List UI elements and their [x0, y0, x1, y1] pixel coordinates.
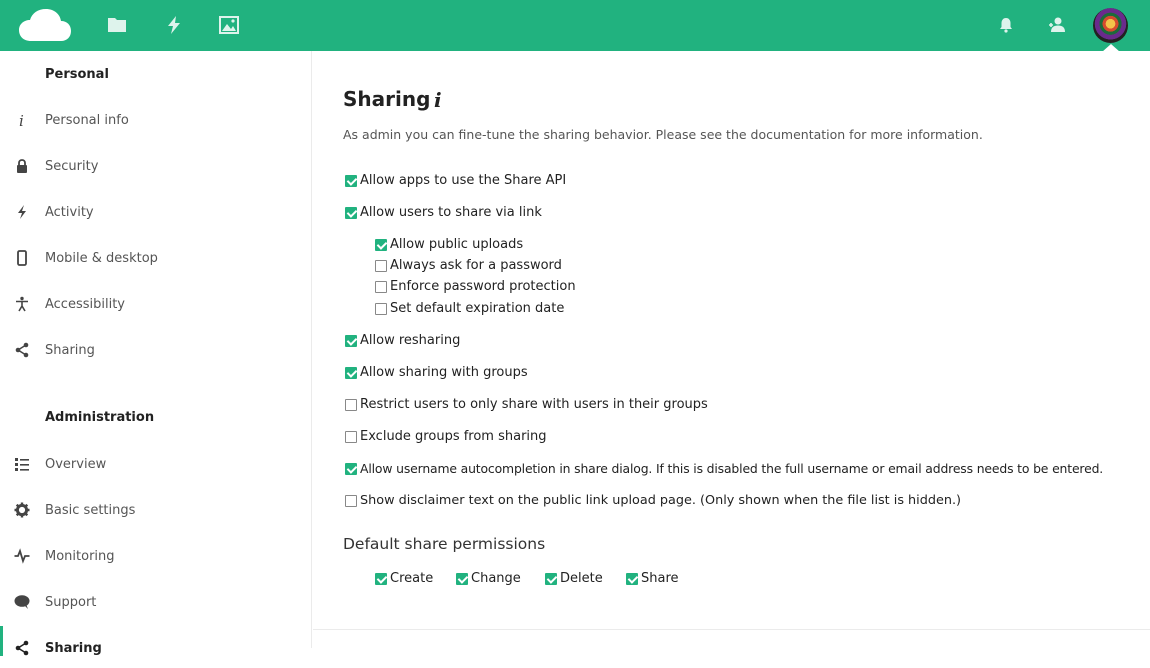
option-label: Enforce password protection [390, 279, 576, 294]
checkbox[interactable] [375, 281, 387, 293]
sidebar-item-personal-info[interactable] [0, 100, 311, 140]
option-label: Allow users to share via link [360, 205, 542, 220]
permission-label: Share [641, 571, 679, 586]
permission-label: Delete [560, 571, 603, 586]
gear-icon [14, 502, 30, 518]
option-label: Allow apps to use the Share API [360, 173, 567, 188]
option-username-autocompletion[interactable] [345, 461, 1103, 476]
checkbox[interactable] [345, 495, 357, 507]
sidebar-item-label: Support [45, 594, 97, 610]
permission-label: Create [390, 571, 434, 586]
sidebar-heading-personal: Personal [45, 67, 109, 82]
sidebar-item-basic-settings[interactable] [0, 490, 311, 530]
image-icon[interactable] [218, 14, 240, 36]
permission-delete[interactable] [545, 571, 603, 586]
cloud-logo-icon[interactable] [18, 9, 72, 43]
option-label: Allow resharing [360, 333, 461, 348]
option-share-api[interactable] [345, 173, 566, 188]
option-resharing[interactable] [345, 333, 460, 348]
option-label: Allow public uploads [390, 237, 524, 252]
sidebar-item-overview[interactable] [0, 444, 311, 484]
settings-content [313, 51, 1150, 648]
permission-label: Change [471, 571, 521, 586]
checkbox[interactable] [345, 335, 357, 347]
checkbox[interactable] [345, 399, 357, 411]
checkbox[interactable] [375, 239, 387, 251]
contacts-icon[interactable] [1046, 14, 1068, 36]
bell-icon[interactable] [995, 14, 1017, 36]
option-public-uploads[interactable] [375, 237, 523, 252]
checkbox[interactable] [375, 303, 387, 315]
sidebar-item-accessibility[interactable] [0, 284, 311, 324]
list-icon [14, 456, 30, 472]
checkbox[interactable] [626, 573, 638, 585]
sidebar-heading-administration: Administration [45, 410, 155, 425]
sidebar-item-label: Sharing [45, 640, 102, 656]
active-indicator [0, 626, 3, 656]
checkbox[interactable] [345, 367, 357, 379]
sidebar-item-monitoring[interactable] [0, 536, 311, 576]
sidebar-item-label: Monitoring [45, 548, 115, 564]
sidebar-item-label: Security [45, 158, 99, 174]
lock-icon [14, 158, 30, 174]
option-label: Show disclaimer text on the public link upload page. (Only shown when the file list is hidden.) [360, 493, 962, 508]
sidebar-item-label: Sharing [45, 342, 95, 358]
sidebar-item-security[interactable] [0, 146, 311, 186]
lightning-icon [14, 204, 30, 220]
sidebar-item-sharing-personal[interactable] [0, 330, 311, 370]
option-label: Exclude groups from sharing [360, 429, 547, 444]
option-disclaimer-text[interactable] [345, 493, 961, 508]
option-exclude-groups[interactable] [345, 429, 547, 444]
section-divider [313, 629, 1150, 630]
section-description: As admin you can fine-tune the sharing behavior. Please see the documentation for more information. [343, 127, 983, 142]
sidebar-item-support[interactable] [0, 582, 311, 622]
option-label: Always ask for a password [390, 258, 562, 273]
sidebar-item-label: Activity [45, 204, 94, 220]
checkbox[interactable] [345, 175, 357, 187]
top-header [0, 0, 1150, 51]
checkbox[interactable] [375, 260, 387, 272]
svg-text:i: i [19, 112, 24, 128]
phone-icon [14, 250, 30, 266]
share-icon [14, 640, 30, 656]
share-icon [14, 342, 30, 358]
option-restrict-groups[interactable] [345, 397, 708, 412]
folder-icon[interactable] [106, 14, 128, 36]
accessibility-icon [14, 296, 30, 312]
permission-change[interactable] [456, 571, 521, 586]
permissions-heading: Default share permissions [343, 535, 546, 553]
permission-share[interactable] [626, 571, 679, 586]
info-icon [14, 112, 30, 128]
option-share-via-link[interactable] [345, 205, 542, 220]
settings-sidebar [0, 51, 312, 656]
sidebar-item-label: Overview [45, 456, 107, 472]
checkbox[interactable] [345, 463, 357, 475]
sidebar-item-sharing-admin[interactable] [0, 628, 311, 668]
sidebar-item-mobile-desktop[interactable] [0, 238, 311, 278]
permission-create[interactable] [375, 571, 433, 586]
sidebar-item-label: Personal info [45, 112, 129, 128]
checkbox[interactable] [375, 573, 387, 585]
option-share-with-groups[interactable] [345, 365, 528, 380]
checkbox[interactable] [545, 573, 557, 585]
option-label: Restrict users to only share with users in their groups [360, 397, 708, 412]
page-title: Sharing [343, 87, 431, 111]
option-ask-password[interactable] [375, 258, 562, 273]
speech-bubble-icon [14, 594, 30, 610]
sidebar-item-label: Basic settings [45, 502, 136, 518]
option-label: Allow username autocompletion in share dialog. If this is disabled the full username or email address needs to be entered. [360, 461, 1104, 476]
option-label: Allow sharing with groups [360, 365, 528, 380]
option-expiration-date[interactable] [375, 301, 564, 316]
checkbox[interactable] [345, 207, 357, 219]
lightning-icon[interactable] [163, 14, 185, 36]
sidebar-item-label: Accessibility [45, 296, 125, 312]
pulse-icon [14, 548, 30, 564]
option-enforce-password[interactable] [375, 279, 576, 294]
info-icon[interactable]: i [434, 88, 442, 112]
option-label: Set default expiration date [390, 301, 565, 316]
checkbox[interactable] [456, 573, 468, 585]
sidebar-item-label: Mobile & desktop [45, 250, 158, 266]
user-avatar[interactable] [1093, 8, 1128, 43]
sidebar-item-activity[interactable] [0, 192, 311, 232]
checkbox[interactable] [345, 431, 357, 443]
